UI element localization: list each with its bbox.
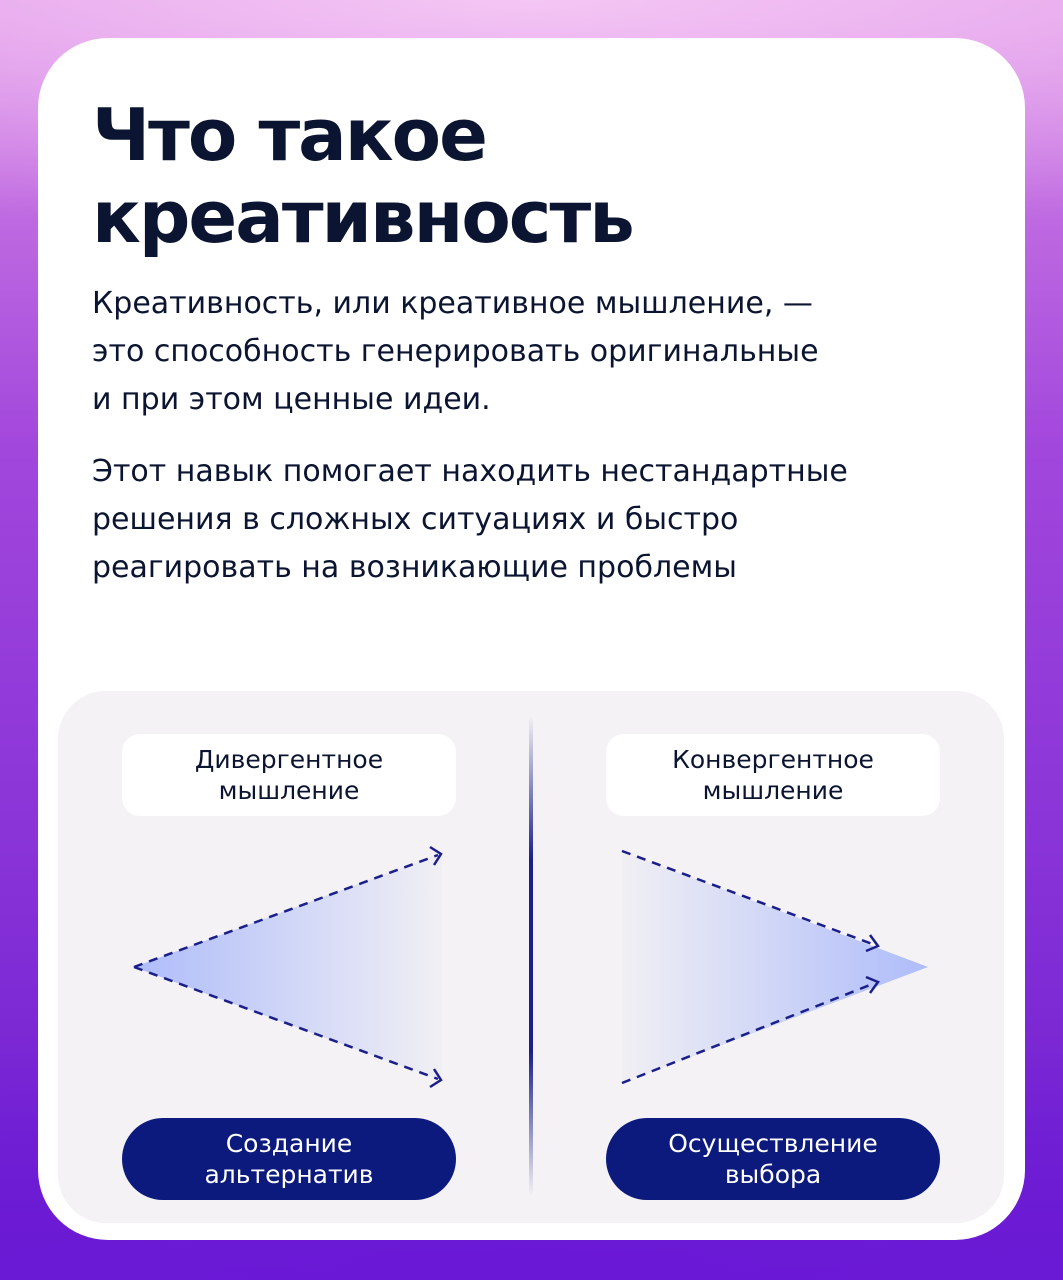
definition-line-1: Креативность, или креативное мышление, — <box>92 286 813 321</box>
benefit-line-2: решения в сложных ситуациях и быстро <box>92 502 739 537</box>
benefit-line-1: Этот навык помогает находить нестандартные <box>92 454 848 489</box>
convergent-fill <box>622 851 928 1083</box>
definition-line-3: и при этом ценные идеи. <box>92 382 491 417</box>
divergent-label-line-1: Дивергентное <box>194 745 384 774</box>
create-alternatives-badge <box>122 1118 456 1200</box>
create-alternatives-line-2: альтернатив <box>204 1160 374 1189</box>
make-choice-badge <box>606 1118 940 1200</box>
make-choice-line-1: Осуществление <box>668 1129 878 1158</box>
title-line-2: креативность <box>92 175 633 259</box>
divergent-label-line-2: мышление <box>218 776 360 805</box>
benefit-line-3: реагировать на возникающие проблемы <box>92 550 737 585</box>
create-alternatives-line-1: Создание <box>225 1129 353 1158</box>
title-line-1: Что такое <box>92 93 486 177</box>
definition-line-2: это способность генерировать оригинальные <box>92 334 819 369</box>
make-choice-line-2: выбора <box>724 1160 822 1189</box>
convergent-label-line-1: Конвергентное <box>672 745 874 774</box>
convergent-label-line-2: мышление <box>702 776 844 805</box>
divergent-fill <box>134 853 442 1081</box>
